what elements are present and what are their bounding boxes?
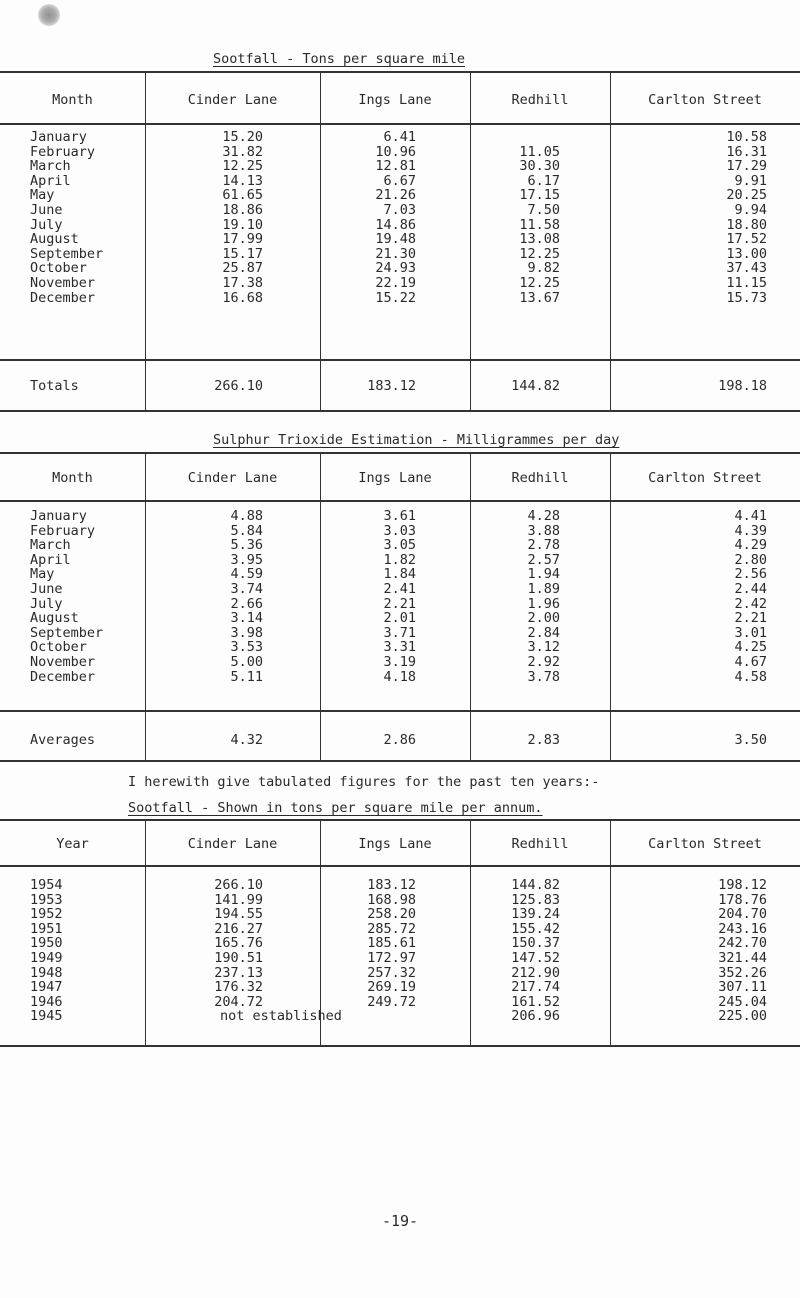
row-label: March [30,537,71,554]
table-cell: 2.66 [230,595,263,612]
table-cell: 172.97 [367,950,416,966]
bottom-rule [0,410,800,412]
table-cell: 3.53 [230,639,263,656]
table-cell: 1.96 [527,595,560,612]
table-cell: 6.41 [383,129,416,145]
table-cell: 21.30 [375,245,416,262]
top-rule [0,71,800,73]
table-cell: 14.13 [222,172,263,189]
table-cell: 185.61 [367,935,416,952]
table-cell: 25.87 [222,260,263,277]
table-cell: 5.00 [230,654,263,670]
table-cell: 165.76 [214,935,263,952]
table-cell: 2.56 [734,566,767,583]
table-cell: 204.70 [718,906,767,923]
row-label: February [30,522,96,539]
row-label: 1950 [30,935,63,952]
table-cell: 2.41 [383,581,416,597]
table-cell: 285.72 [367,920,416,937]
total-label: Averages [30,732,96,748]
table-cell: 204.72 [214,993,263,1010]
table-cell: 3.71 [383,624,416,641]
row-label: May [30,566,55,583]
table-cell: 17.99 [222,231,263,248]
table-cell: 141.99 [214,891,263,908]
table-cell: 1.94 [527,566,560,583]
column-header: Month [52,92,93,108]
table-cell: 12.25 [519,275,560,291]
table-cell: 3.19 [383,654,416,670]
table-cell: 37.43 [726,260,767,277]
table-cell: 4.18 [383,668,416,685]
table-cell: 16.68 [222,289,263,306]
total-cell: 2.83 [527,732,560,748]
table-cell: 3.01 [734,624,767,641]
top-rule [0,452,800,454]
column-divider [145,452,146,760]
table-cell: 178.76 [718,891,767,908]
table-cell: 3.78 [527,668,560,685]
ink-blot [38,4,60,26]
table-cell: 217.74 [511,979,560,996]
table-caption: Sootfall - Shown in tons per square mile per annum. [128,800,543,816]
table-cell: 190.51 [214,950,263,966]
column-header: Carlton Street [648,836,762,852]
table-cell: 2.78 [527,537,560,554]
table-cell: 15.20 [222,129,263,145]
row-label: September [30,624,104,641]
table-cell: 352.26 [718,964,767,981]
table-cell: 4.39 [734,522,767,539]
row-label: February [30,143,96,160]
row-label: January [30,508,87,524]
totals-rule [0,359,800,361]
row-label: 1947 [30,979,63,996]
bottom-rule [0,1045,800,1047]
row-label: 1952 [30,906,63,923]
table-cell: 6.17 [527,172,560,189]
table-cell: 14.86 [375,216,416,233]
row-label: 1951 [30,920,63,937]
table-cell: 3.98 [230,624,263,641]
table-cell: 237.13 [214,964,263,981]
table-cell: 3.03 [383,522,416,539]
table-cell: 183.12 [367,877,416,893]
table-cell: 5.36 [230,537,263,554]
table-cell: 9.94 [734,202,767,218]
table-cell: 139.24 [511,906,560,923]
table-cell: 12.25 [222,158,263,175]
table-cell: 22.19 [375,275,416,291]
column-header: Ings Lane [358,836,432,852]
table-cell: 20.25 [726,187,767,204]
table-cell: 2.21 [734,610,767,627]
table-cell: 10.96 [375,143,416,160]
column-divider [145,819,146,1045]
table-cell: 4.25 [734,639,767,656]
table-cell: 30.30 [519,158,560,175]
table-cell: 11.58 [519,216,560,233]
table-cell: 5.11 [230,668,263,685]
table-cell: 21.26 [375,187,416,204]
table-cell: 3.95 [230,551,263,568]
row-label: November [30,275,96,291]
table-cell: 13.67 [519,289,560,306]
table-cell: 9.82 [527,260,560,277]
table-cell: 9.91 [734,172,767,189]
table-cell: 17.52 [726,231,767,248]
total-cell: 266.10 [214,378,263,394]
table-cell: 206.96 [511,1008,560,1025]
column-header: Carlton Street [648,92,762,108]
table-cell: 15.22 [375,289,416,306]
table-cell: 258.20 [367,906,416,923]
column-divider [145,71,146,410]
table-cell: 266.10 [214,877,263,893]
total-cell: 183.12 [367,378,416,394]
table-cell: 307.11 [718,979,767,996]
table-cell: 2.42 [734,595,767,612]
column-divider [610,452,611,760]
table-cell: 242.70 [718,935,767,952]
table-cell: 155.42 [511,920,560,937]
table-cell: 269.19 [367,979,416,996]
row-label: January [30,129,87,145]
table-cell: 2.21 [383,595,416,612]
row-label: December [30,668,96,685]
total-label: Totals [30,378,79,394]
row-label: August [30,610,79,627]
column-header: Carlton Street [648,470,762,486]
column-header: Cinder Lane [187,836,278,852]
table-cell: 18.86 [222,202,263,218]
table-cell: 3.14 [230,610,263,627]
intro-text: I herewith give tabulated figures for the past ten years:- [128,774,600,790]
table-cell: 24.93 [375,260,416,277]
table-cell: 147.52 [511,950,560,966]
table-cell: 2.57 [527,551,560,568]
column-header: Cinder Lane [187,92,278,108]
row-label: 1954 [30,877,63,893]
table-cell: 150.37 [511,935,560,952]
table-cell: 7.50 [527,202,560,218]
table-cell: 4.28 [527,508,560,524]
table-cell: 17.38 [222,275,263,291]
table-cell: 11.15 [726,275,767,291]
column-divider [610,71,611,410]
table-cell: 2.92 [527,654,560,670]
table-cell: 3.88 [527,522,560,539]
row-label: March [30,158,71,175]
table-cell: 2.80 [734,551,767,568]
table-cell: 4.67 [734,654,767,670]
row-label: December [30,289,96,306]
column-header: Ings Lane [358,92,432,108]
table-cell: 13.00 [726,245,767,262]
table-cell: 125.83 [511,891,560,908]
table-cell: 245.04 [718,993,767,1010]
not-established-note: not established [220,1008,342,1025]
total-cell: 144.82 [511,378,560,394]
table-cell: 144.82 [511,877,560,893]
table-cell: 18.80 [726,216,767,233]
row-label: May [30,187,55,204]
table-cell: 3.74 [230,581,263,597]
table-cell: 1.89 [527,581,560,597]
row-label: October [30,639,87,656]
table-cell: 16.31 [726,143,767,160]
table-cell: 6.67 [383,172,416,189]
row-label: 1945 [30,1008,63,1025]
table-cell: 7.03 [383,202,416,218]
table-cell: 4.59 [230,566,263,583]
table-cell: 198.12 [718,877,767,893]
table-cell: 257.32 [367,964,416,981]
total-cell: 4.32 [230,732,263,748]
table-cell: 10.58 [726,129,767,145]
column-header: Month [52,470,93,486]
column-header: Redhill [511,836,569,852]
table-cell: 4.29 [734,537,767,554]
column-header: Redhill [511,470,569,486]
table-cell: 4.88 [230,508,263,524]
table-cell: 2.00 [527,610,560,627]
table-cell: 321.44 [718,950,767,966]
row-label: June [30,202,63,218]
table-cell: 194.55 [214,906,263,923]
table-cell: 3.61 [383,508,416,524]
table-cell: 225.00 [718,1008,767,1025]
table-cell: 19.48 [375,231,416,248]
table-cell: 19.10 [222,216,263,233]
table-cell: 3.05 [383,537,416,554]
header-rule [0,865,800,867]
row-label: July [30,595,63,612]
column-divider [610,819,611,1045]
table-cell: 212.90 [511,964,560,981]
table-cell: 3.12 [527,639,560,656]
table-cell: 216.27 [214,920,263,937]
table-cell: 2.44 [734,581,767,597]
total-cell: 3.50 [734,732,767,748]
table-cell: 61.65 [222,187,263,204]
table-cell: 1.84 [383,566,416,583]
row-label: 1949 [30,950,63,966]
table-cell: 4.58 [734,668,767,685]
column-divider [320,71,321,410]
row-label: June [30,581,63,597]
table-cell: 31.82 [222,143,263,160]
row-label: November [30,654,96,670]
table-cell: 168.98 [367,891,416,908]
table-cell: 17.15 [519,187,560,204]
row-label: 1948 [30,964,63,981]
total-cell: 198.18 [718,378,767,394]
table-cell: 17.29 [726,158,767,175]
table-cell: 161.52 [511,993,560,1010]
row-label: April [30,551,71,568]
table-cell: 5.84 [230,522,263,539]
top-rule [0,819,800,821]
table-cell: 12.25 [519,245,560,262]
total-cell: 2.86 [383,732,416,748]
table-cell: 2.01 [383,610,416,627]
table-cell: 12.81 [375,158,416,175]
table-cell: 3.31 [383,639,416,656]
table-cell: 15.73 [726,289,767,306]
row-label: August [30,231,79,248]
column-header: Year [56,836,89,852]
table-cell: 176.32 [214,979,263,996]
table-cell: 11.05 [519,143,560,160]
row-label: July [30,216,63,233]
table-cell: 13.08 [519,231,560,248]
bottom-rule [0,760,800,762]
header-rule [0,123,800,125]
row-label: September [30,245,104,262]
column-divider [320,452,321,760]
table-cell: 249.72 [367,993,416,1010]
row-label: 1946 [30,993,63,1010]
totals-rule [0,710,800,712]
table-cell: 15.17 [222,245,263,262]
column-header: Redhill [511,92,569,108]
row-label: October [30,260,87,277]
row-label: April [30,172,71,189]
page-number: -19- [381,1212,419,1230]
table-cell: 1.82 [383,551,416,568]
table-cell: 243.16 [718,920,767,937]
header-rule [0,500,800,502]
row-label: 1953 [30,891,63,908]
table-caption: Sulphur Trioxide Estimation - Milligrammes per day [213,432,620,448]
column-header: Cinder Lane [187,470,278,486]
column-header: Ings Lane [358,470,432,486]
table-caption: Sootfall - Tons per square mile [213,51,465,67]
table-cell: 4.41 [734,508,767,524]
table-cell: 2.84 [527,624,560,641]
